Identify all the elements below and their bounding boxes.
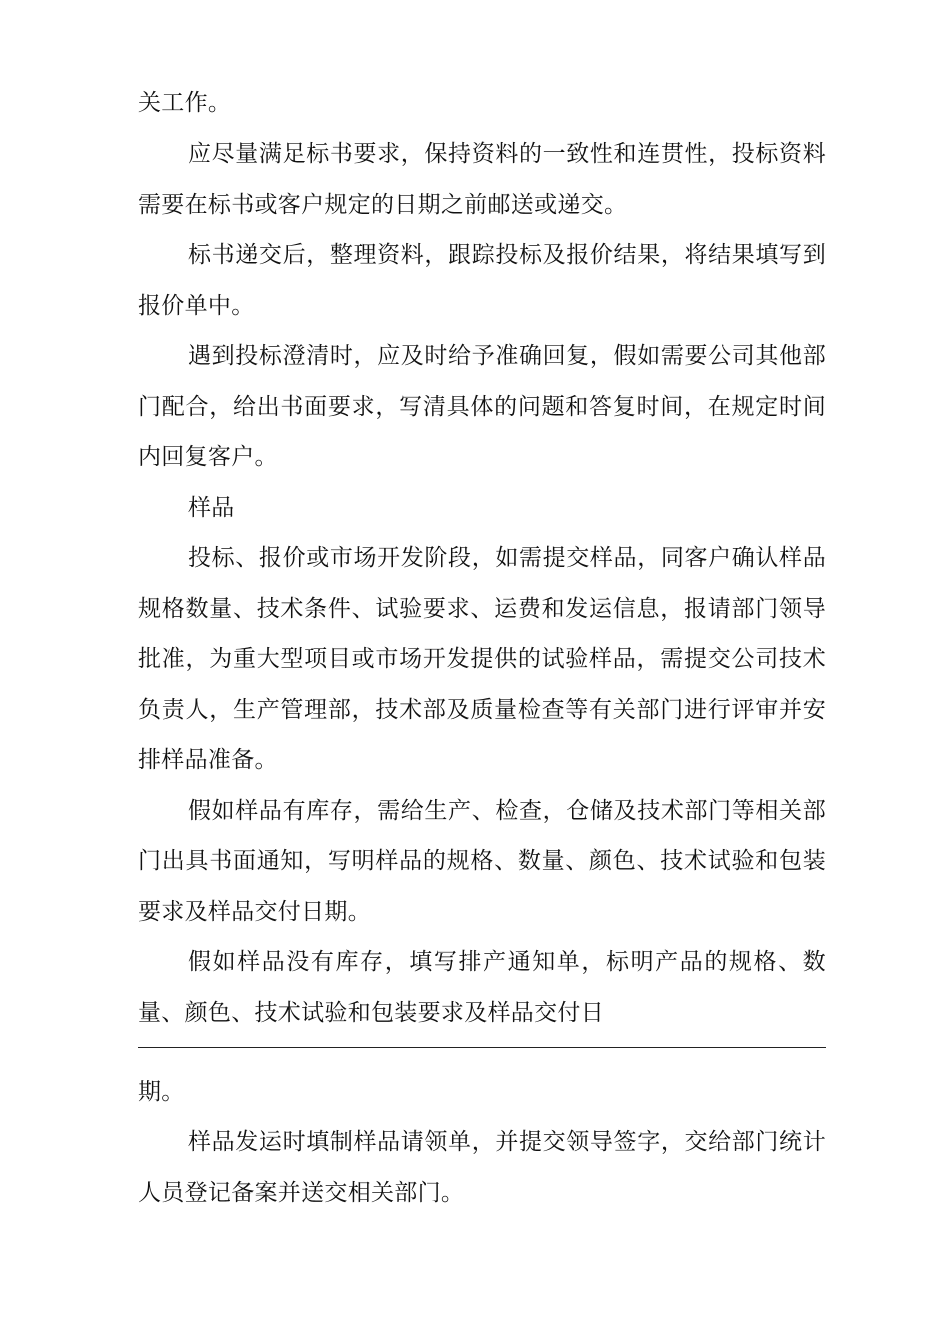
text-line: 投标、报价或市场开发阶段，如需提交样品，同客户确认样品 (188, 545, 826, 571)
section-heading: 样品 (188, 495, 235, 521)
text-line: 规格数量、技术条件、试验要求、运费和发运信息，报请部门领导 (138, 596, 826, 622)
text-line: 假如样品没有库存，填写排产通知单，标明产品的规格、数 (188, 949, 826, 975)
text-line: 应尽量满足标书要求，保持资料的一致性和连贯性，投标资料 (188, 141, 826, 167)
text-line: 假如样品有库存，需给生产、检查，仓储及技术部门等相关部 (188, 798, 826, 824)
text-line: 报价单中。 (138, 293, 255, 319)
text-line: 门出具书面通知，写明样品的规格、数量、颜色、技术试验和包装 (138, 848, 826, 874)
horizontal-rule (138, 1047, 826, 1048)
text-line: 批准，为重大型项目或市场开发提供的试验样品，需提交公司技术 (138, 646, 826, 672)
text-line: 量、颜色、技术试验和包装要求及样品交付日 (138, 1000, 604, 1026)
text-line: 要求及样品交付日期。 (138, 899, 371, 925)
text-line: 关工作。 (138, 90, 232, 116)
text-line: 负责人，生产管理部，技术部及质量检查等有关部门进行评审并安 (138, 697, 826, 723)
text-line: 排样品准备。 (138, 747, 278, 773)
text-line: 需要在标书或客户规定的日期之前邮送或递交。 (138, 192, 628, 218)
text-line: 样品发运时填制样品请领单，并提交领导签字，交给部门统计 (188, 1129, 826, 1155)
text-line: 期。 (138, 1079, 185, 1105)
text-line: 门配合，给出书面要求，写清具体的问题和答复时间，在规定时间 (138, 394, 826, 420)
text-line: 标书递交后，整理资料，跟踪投标及报价结果，将结果填写到 (188, 242, 826, 268)
text-line: 内回复客户。 (138, 444, 278, 470)
text-line: 遇到投标澄清时，应及时给予准确回复，假如需要公司其他部 (188, 343, 826, 369)
text-line: 人员登记备案并送交相关部门。 (138, 1180, 465, 1206)
